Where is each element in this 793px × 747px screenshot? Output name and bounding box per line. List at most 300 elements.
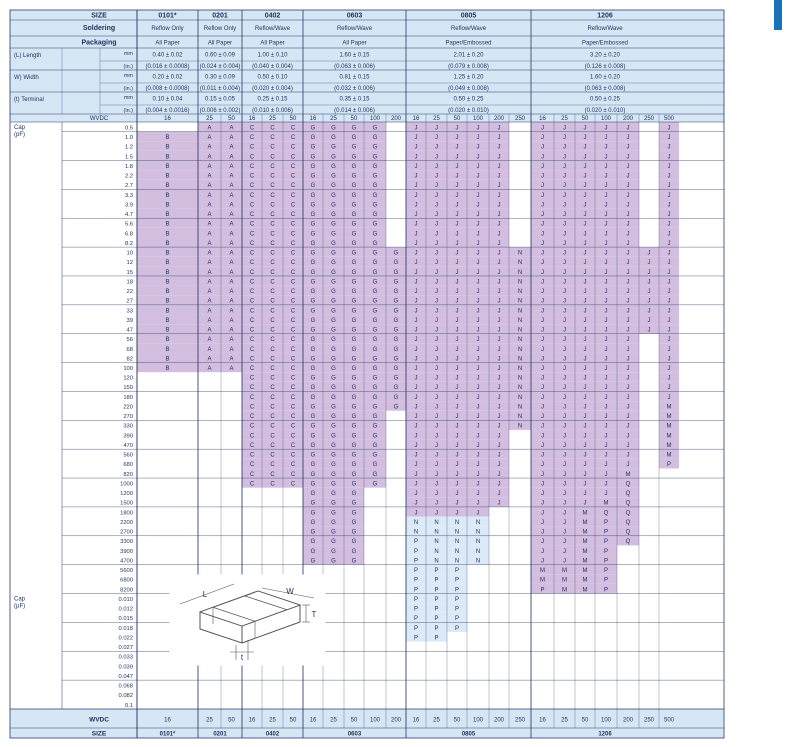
cell-code: J: [455, 260, 459, 267]
cell-code: N: [475, 519, 481, 526]
unit-in-label: (in.): [123, 86, 133, 92]
cell-code: J: [455, 365, 459, 372]
cell-code: G: [393, 298, 399, 305]
cell-code: C: [290, 452, 296, 459]
cell-code: J: [667, 192, 671, 199]
cap-value: 68: [126, 346, 133, 353]
cell-code: G: [393, 356, 399, 363]
voltage-header: 16: [164, 116, 171, 122]
cell-code: J: [583, 308, 587, 315]
cell-code: G: [351, 173, 357, 180]
cell-code: C: [249, 240, 255, 247]
cell-code: J: [541, 558, 544, 565]
cell-code: P: [434, 625, 439, 632]
cell-code: G: [310, 471, 316, 478]
cell-code: B: [165, 221, 170, 228]
cell-code: J: [476, 346, 480, 353]
cell-code: G: [331, 298, 336, 305]
cell-code: Q: [625, 539, 631, 546]
cell-code: J: [667, 269, 671, 276]
cell-code: G: [351, 308, 357, 315]
cell-code: J: [583, 298, 587, 305]
cell-code: J: [497, 423, 501, 430]
cell-code: J: [604, 356, 608, 363]
cell-code: J: [455, 375, 459, 382]
cell-code: N: [517, 414, 523, 421]
cell-code: A: [229, 269, 234, 276]
cell-code: J: [476, 404, 480, 411]
cell-code: J: [414, 317, 418, 324]
cell-code: J: [626, 423, 630, 430]
cell-code: G: [372, 346, 378, 353]
cell-code: G: [310, 212, 316, 219]
cell-code: J: [667, 356, 671, 363]
cell-code: G: [393, 337, 399, 344]
cell-code: M: [666, 452, 672, 459]
cell-code: G: [351, 442, 357, 449]
cell-code: J: [626, 442, 630, 449]
cell-code: P: [603, 568, 609, 575]
voltage-footer: 25: [269, 717, 276, 724]
cell-code: C: [290, 308, 296, 315]
cell-code: C: [270, 327, 275, 334]
cell-code: C: [270, 375, 275, 382]
cell-code: J: [497, 212, 501, 219]
cap-value: 3900: [120, 548, 133, 555]
cap-value: 270: [123, 414, 133, 421]
cell-code: J: [667, 394, 671, 401]
cell-code: J: [476, 414, 480, 421]
cell-code: G: [351, 462, 357, 469]
cell-code: J: [604, 221, 608, 228]
cell-code: J: [604, 375, 608, 382]
cell-code: G: [351, 365, 357, 372]
cell-code: J: [476, 327, 480, 334]
cell-code: A: [229, 231, 234, 238]
cell-code: G: [393, 375, 399, 382]
cell-code: J: [563, 135, 566, 142]
cell-code: J: [476, 289, 480, 296]
cell-code: A: [229, 260, 234, 267]
cell-code: C: [290, 442, 296, 449]
cell-code: J: [414, 510, 418, 517]
width-mm-value: 0.30 ± 0.09: [205, 74, 235, 81]
cell-code: J: [476, 250, 480, 257]
cell-code: B: [165, 144, 170, 151]
cap-value: 330: [123, 423, 133, 430]
cell-code: A: [229, 125, 234, 132]
cell-code: P: [413, 548, 419, 555]
width-mm-value: 1.60 ± 0.20: [590, 74, 620, 81]
cell-code: C: [290, 365, 296, 372]
cell-code: G: [351, 414, 357, 421]
cell-code: J: [541, 260, 544, 267]
cell-code: N: [517, 260, 523, 267]
cell-code: G: [310, 529, 316, 536]
voltage-footer: 25: [561, 717, 568, 724]
cell-code: P: [413, 587, 419, 594]
cell-code: J: [541, 135, 544, 142]
cell-code: N: [517, 337, 523, 344]
cell-code: P: [434, 596, 439, 603]
cell-code: C: [290, 125, 296, 132]
voltage-footer: 16: [539, 717, 546, 724]
cell-code: G: [310, 289, 316, 296]
cell-code: C: [270, 240, 275, 247]
width-label: W) Width: [14, 75, 39, 81]
cell-code: J: [583, 385, 587, 392]
cell-code: G: [372, 260, 378, 267]
cell-code: C: [270, 269, 275, 276]
cell-code: G: [310, 163, 316, 170]
cell-code: J: [541, 548, 544, 555]
cell-code: G: [310, 385, 316, 392]
cell-code: J: [455, 442, 459, 449]
cell-code: G: [372, 394, 378, 401]
cell-code: C: [290, 135, 296, 142]
cell-code: J: [626, 356, 630, 363]
cell-code: J: [476, 394, 480, 401]
cell-code: G: [351, 212, 357, 219]
cell-code: C: [249, 481, 255, 488]
cap-value: 12: [126, 260, 133, 267]
cell-code: B: [165, 202, 170, 209]
cell-code: C: [290, 337, 296, 344]
voltage-header: 100: [472, 116, 484, 122]
cell-code: J: [497, 192, 501, 199]
cell-code: G: [393, 279, 399, 286]
cell-code: N: [434, 529, 439, 536]
cell-code: J: [435, 202, 438, 209]
cell-code: G: [351, 260, 357, 267]
cell-code: J: [455, 221, 459, 228]
cell-code: J: [414, 308, 418, 315]
cell-code: N: [517, 317, 523, 324]
cell-code: J: [604, 183, 608, 190]
cell-code: C: [249, 442, 255, 449]
cell-code: J: [497, 221, 501, 228]
cell-code: J: [563, 548, 566, 555]
voltage-footer: 200: [493, 717, 505, 724]
cell-code: J: [667, 279, 671, 286]
voltage-footer: 50: [453, 717, 461, 724]
cell-code: C: [290, 423, 296, 430]
cell-code: J: [435, 394, 438, 401]
cell-code: J: [476, 452, 480, 459]
cell-code: J: [476, 337, 480, 344]
cell-code: J: [455, 231, 459, 238]
cell-code: P: [413, 539, 419, 546]
length-in-value: (0.063 ± 0.006): [334, 64, 375, 70]
cell-code: J: [583, 163, 587, 170]
cell-code: C: [270, 212, 275, 219]
cell-code: J: [563, 298, 566, 305]
cell-code: P: [454, 587, 460, 594]
cap-value: 150: [123, 385, 133, 392]
cell-code: N: [517, 250, 523, 257]
cell-code: G: [351, 433, 357, 440]
cell-code: B: [165, 317, 170, 324]
cell-code: J: [626, 337, 630, 344]
cell-code: J: [583, 375, 587, 382]
cell-code: C: [249, 346, 255, 353]
cell-code: C: [290, 471, 296, 478]
cap-value: 0.010: [118, 596, 133, 603]
cell-code: G: [310, 442, 316, 449]
width-in-value: (0.032 ± 0.006): [334, 86, 375, 92]
cell-code: J: [541, 327, 544, 334]
size-name: 0402: [264, 12, 281, 20]
cell-code: J: [604, 433, 608, 440]
cell-code: J: [626, 250, 630, 257]
cap-value: 120: [123, 375, 133, 382]
cell-code: J: [414, 240, 418, 247]
cell-code: J: [583, 154, 587, 161]
cap-value: 1.0: [124, 135, 133, 142]
cell-code: B: [165, 308, 170, 315]
cell-code: J: [563, 240, 566, 247]
cell-code: J: [626, 240, 630, 247]
cell-code: J: [563, 337, 566, 344]
cell-code: G: [351, 289, 357, 296]
cell-code: J: [435, 269, 438, 276]
size-footer-label: SIZE: [91, 730, 107, 738]
cell-code: J: [435, 452, 438, 459]
width-in-value: (0.020 ± 0.004): [252, 86, 293, 92]
cap-value: 220: [123, 404, 133, 411]
cell-code: J: [476, 154, 480, 161]
cell-code: J: [414, 231, 418, 238]
cell-code: J: [583, 250, 587, 257]
cell-code: J: [476, 269, 480, 276]
voltage-footer: 25: [206, 717, 213, 724]
cell-code: G: [331, 183, 336, 190]
cell-code: J: [541, 356, 544, 363]
cell-code: G: [393, 260, 399, 267]
cell-code: C: [290, 394, 296, 401]
cell-code: P: [413, 606, 419, 613]
cell-code: J: [541, 154, 544, 161]
cell-code: B: [165, 298, 170, 305]
cell-code: J: [476, 240, 480, 247]
cell-code: G: [310, 365, 316, 372]
cell-code: J: [583, 260, 587, 267]
cell-code: J: [497, 337, 501, 344]
cell-code: J: [476, 356, 480, 363]
dim-label-t-upper: T: [311, 610, 317, 619]
cell-code: J: [476, 231, 480, 238]
cell-code: J: [563, 250, 566, 257]
cell-code: C: [270, 231, 275, 238]
cell-code: P: [603, 558, 609, 565]
cell-code: G: [331, 269, 336, 276]
cell-code: J: [604, 423, 608, 430]
cell-code: J: [497, 308, 501, 315]
cell-code: G: [331, 529, 336, 536]
cell-code: J: [583, 423, 587, 430]
cell-code: J: [476, 144, 480, 151]
length-in-value: (0.126 ± 0.008): [584, 64, 626, 70]
cell-code: J: [476, 423, 480, 430]
voltage-header: 50: [453, 116, 461, 122]
cell-code: B: [165, 212, 170, 219]
cell-code: J: [414, 423, 418, 430]
voltage-footer: 200: [622, 717, 634, 724]
cell-code: J: [604, 462, 608, 469]
cell-code: J: [435, 163, 438, 170]
cap-value: 1000: [120, 481, 133, 488]
cell-code: J: [563, 491, 566, 498]
cell-code: N: [434, 519, 439, 526]
cell-code: J: [414, 144, 418, 151]
dim-label-l: L: [202, 590, 208, 599]
width-mm-value: 1.25 ± 0.20: [453, 74, 484, 81]
cell-code: J: [541, 317, 544, 324]
cell-code: A: [229, 365, 234, 372]
cell-code: C: [290, 221, 296, 228]
cell-code: A: [229, 308, 234, 315]
cap-value: 0.039: [118, 664, 133, 671]
cell-code: J: [435, 279, 438, 286]
cell-code: M: [562, 577, 567, 584]
cell-code: G: [351, 500, 357, 507]
cell-code: G: [331, 375, 336, 382]
cell-code: G: [351, 394, 357, 401]
cell-code: N: [517, 327, 523, 334]
cell-code: B: [165, 327, 170, 334]
cell-code: J: [476, 510, 480, 517]
cell-code: G: [331, 279, 336, 286]
cell-code: J: [497, 462, 501, 469]
cell-code: G: [331, 558, 336, 565]
cell-code: J: [541, 500, 544, 507]
cell-code: J: [455, 212, 459, 219]
length-in-value: (0.040 ± 0.004): [252, 64, 293, 70]
cell-code: G: [331, 356, 336, 363]
cap-value: 1.5: [124, 154, 133, 161]
cap-value: 5600: [120, 568, 133, 575]
size-header-label: SIZE: [91, 12, 107, 20]
cell-code: J: [435, 250, 438, 257]
cell-code: J: [563, 279, 566, 286]
cell-code: G: [331, 500, 336, 507]
cell-code: J: [563, 144, 566, 151]
cell-code: J: [604, 269, 608, 276]
cell-code: P: [434, 577, 439, 584]
cap-value: 0.012: [118, 606, 133, 613]
cell-code: J: [667, 144, 671, 151]
cell-code: G: [331, 414, 336, 421]
cell-code: A: [207, 289, 212, 296]
cell-code: G: [351, 404, 357, 411]
cell-code: B: [165, 135, 170, 142]
cell-code: J: [435, 462, 438, 469]
cell-code: J: [435, 154, 438, 161]
cell-code: J: [476, 500, 480, 507]
cell-code: C: [270, 192, 275, 199]
cell-code: J: [476, 433, 480, 440]
cell-code: J: [583, 212, 587, 219]
cell-code: C: [270, 452, 275, 459]
cell-code: C: [249, 250, 255, 257]
cell-code: G: [331, 308, 336, 315]
cap-value: 0.027: [118, 645, 133, 652]
cell-code: J: [541, 269, 544, 276]
cell-code: G: [393, 269, 399, 276]
cell-code: J: [455, 135, 459, 142]
cell-code: G: [331, 404, 336, 411]
cell-code: J: [435, 135, 438, 142]
cell-code: J: [414, 202, 418, 209]
cell-code: J: [476, 212, 480, 219]
cell-code: G: [310, 404, 316, 411]
cell-code: J: [647, 317, 651, 324]
cell-code: J: [541, 183, 544, 190]
cell-code: J: [667, 221, 671, 228]
cell-code: G: [310, 500, 316, 507]
cell-code: J: [604, 385, 608, 392]
cell-code: B: [165, 269, 170, 276]
cell-code: J: [476, 183, 480, 190]
cell-code: G: [372, 433, 378, 440]
cell-code: G: [331, 510, 336, 517]
cell-code: A: [229, 298, 234, 305]
cell-code: J: [626, 212, 630, 219]
cell-code: J: [626, 308, 630, 315]
cell-code: C: [290, 433, 296, 440]
cell-code: B: [165, 183, 170, 190]
cell-code: A: [229, 173, 234, 180]
cell-code: J: [583, 173, 587, 180]
cell-code: J: [583, 144, 587, 151]
cell-code: C: [270, 317, 275, 324]
cell-code: J: [563, 212, 566, 219]
cell-code: G: [310, 279, 316, 286]
cell-code: J: [626, 404, 630, 411]
cell-code: J: [667, 163, 671, 170]
cell-code: J: [604, 308, 608, 315]
cell-code: A: [207, 260, 212, 267]
cell-code: G: [372, 212, 378, 219]
size-footer-name: 0201: [213, 731, 227, 738]
cell-code: C: [270, 337, 275, 344]
cell-code: J: [455, 192, 459, 199]
cell-code: A: [229, 154, 234, 161]
cell-code: M: [666, 423, 672, 430]
cell-code: G: [372, 414, 378, 421]
packaging-value: Paper/Embossed: [581, 40, 629, 47]
cell-code: J: [604, 298, 608, 305]
cell-code: J: [455, 173, 459, 180]
cell-code: J: [414, 394, 418, 401]
cell-code: J: [497, 327, 501, 334]
cell-code: G: [310, 240, 316, 247]
voltage-header: 100: [369, 116, 381, 122]
cell-code: G: [372, 375, 378, 382]
cell-code: G: [331, 462, 336, 469]
cell-code: J: [541, 173, 544, 180]
cap-pf-unit: (pF): [14, 132, 25, 138]
length-mm-value: 0.60 ± 0.09: [205, 52, 235, 59]
cell-code: J: [604, 240, 608, 247]
cell-code: J: [476, 317, 480, 324]
cell-code: G: [310, 317, 316, 324]
cell-code: J: [455, 163, 459, 170]
cell-code: G: [372, 154, 378, 161]
cell-code: C: [290, 279, 296, 286]
unit-mm-label: mm: [123, 73, 133, 79]
cell-code: J: [435, 192, 438, 199]
